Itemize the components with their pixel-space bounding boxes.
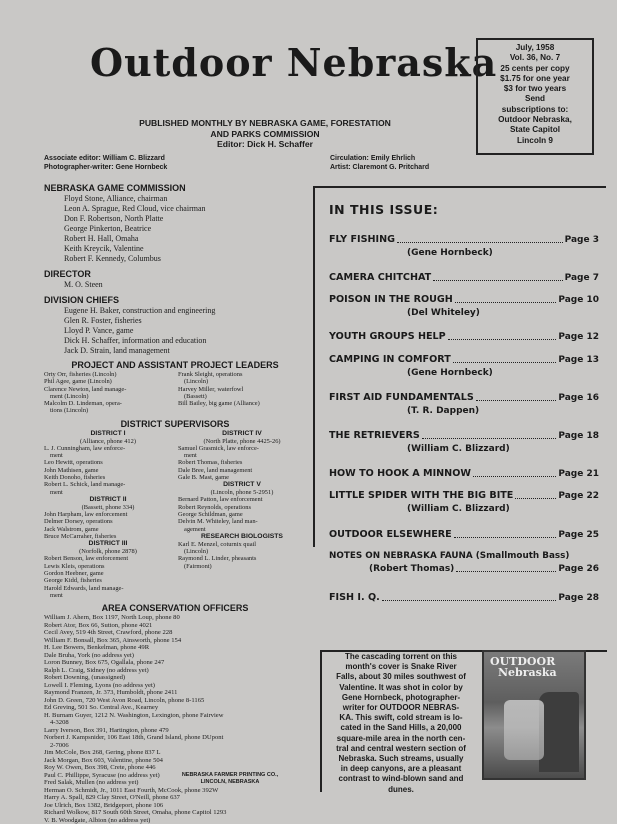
officer-entry: Loron Bunney, Box 675, Ogallala, phone 247 (44, 659, 165, 667)
staff-line: Artist: Claremont G. Pritchard (330, 164, 430, 171)
article-title: NOTES ON NEBRASKA FAUNA (Smallmouth Bass) (329, 551, 570, 561)
cover-line: in deep canyons, are a pleasant (340, 764, 462, 774)
supervisor-entry: Delmer Dorsey, operations (44, 518, 113, 526)
officer-entry: Jack Morgan, Box 603, Valentine, phone 504 (44, 756, 163, 764)
page-number: Page 13 (558, 355, 599, 365)
page-number: Page 16 (558, 393, 599, 403)
supervisor-entry: L. J. Cunningham, law enforce- (44, 444, 126, 452)
article-author: (William C. Blizzard) (407, 504, 510, 514)
cover-line: The cascading torrent on this (344, 652, 457, 661)
leader-entry: (Lincoln) (184, 378, 209, 386)
contents-entry[interactable] (329, 592, 599, 603)
commission-member: Don F. Robertson, North Platte (64, 214, 164, 223)
supervisor-entry: Robert Benson, law enforcement (44, 555, 129, 563)
staff-credits-left (44, 154, 167, 172)
officer-entry: Herman O. Schmidt, Jr., 1011 East Fourth, McCook, phone 392W (44, 786, 219, 794)
officer-entry: Robert Downing, (unassigned) (44, 674, 126, 682)
officer-entry: Larry Iverson, Box 391, Hartington, phone 479 (44, 726, 169, 734)
districts-columns (44, 430, 306, 599)
supervisor-entry: Keith Donoho, fisheries (44, 474, 106, 482)
thumbnail-title-line: OUTDOOR (490, 655, 556, 668)
publisher-line: AND PARKS COMMISSION (210, 128, 320, 139)
cover-line: square-mile area in the north cen- (336, 733, 466, 743)
commission-member: Floyd Stone, Alliance, chairman (64, 194, 168, 203)
supervisor-entry: Gordon Heebner, game (44, 569, 104, 577)
supervisor-entry: agement (184, 525, 206, 533)
article-author: (William C. Blizzard) (407, 444, 510, 454)
officer-entry: Ralph L. Craig, Sidney (no address yet) (44, 666, 149, 674)
officer-entry: H. Lee Bowers, Benkelman, phone 49R (44, 644, 150, 652)
commission-heading: NEBRASKA GAME COMMISSION (44, 183, 186, 193)
supervisor-entry: Bruce McCarraher, fisheries (44, 532, 117, 540)
issue-line: Outdoor Nebraska, (498, 115, 572, 125)
officer-entry: Dale Bruha, York (no address yet) (44, 651, 134, 659)
supervisor-entry: Leo Hewitt, operations (44, 459, 103, 467)
supervisor-entry: ment (50, 488, 63, 496)
supervisor-entry: ment (50, 591, 63, 599)
officer-entry: Roy W. Owen, Box 398, Crete, phone 446 (44, 764, 156, 772)
publisher-line: PUBLISHED MONTHLY BY NEBRASKA GAME, FORESTATION (139, 118, 391, 128)
supervisor-entry: Delvin M. Whiteley, land man- (178, 518, 258, 526)
contents-entry[interactable] (329, 354, 599, 378)
supervisor-entry: Lewis Kleis, operations (44, 562, 105, 570)
page-number: Page 3 (564, 235, 599, 245)
issue-line: State Capitol (509, 125, 561, 135)
page-number: Page 18 (558, 431, 599, 441)
page-number: Page 12 (558, 332, 599, 342)
issue-line: Vol. 36, No. 7 (509, 53, 561, 63)
page-number: Page 21 (558, 469, 599, 479)
biologist-entry: (Fairmont) (184, 562, 212, 570)
article-title: CAMPING IN COMFORT (329, 354, 451, 365)
supervisor-entry: Robert L. Schick, land manage- (44, 481, 126, 489)
supervisor-entry: John Harpham, law enforcement (44, 511, 128, 519)
biologist-entry: (Lincoln) (184, 548, 209, 556)
cover-description (327, 652, 475, 795)
contents-entry[interactable] (329, 272, 599, 283)
masthead-listing (44, 180, 306, 824)
article-title: HOW TO HOOK A MINNOW (329, 468, 471, 479)
biologist-entry: Raymond L. Linder, pheasants (178, 555, 257, 563)
article-title: FLY FISHING (329, 234, 395, 245)
supervisor-entry: Bernard Patton, law enforcement (178, 496, 263, 504)
thumbnail-rock (539, 692, 579, 772)
project-leaders-left (44, 371, 172, 415)
article-title: YOUTH GROUPS HELP (329, 331, 446, 342)
district-phone: (North Platte, phone 4425-26) (203, 437, 281, 445)
chiefs-heading: DIVISION CHIEFS (44, 295, 120, 305)
chief-entry: Eugene H. Baker, construction and engineering (64, 306, 216, 315)
supervisor-entry: Samuel Grasmick, law enforce- (178, 444, 259, 452)
supervisor-entry: George Schildman, game (178, 511, 243, 519)
supervisor-entry: Harold Edwards, land manage- (44, 584, 124, 592)
commission-member: Robert F. Kennedy, Columbus (64, 254, 161, 263)
cover-line: month's cover is Snake River (345, 662, 457, 672)
district-name: DISTRICT III (88, 540, 128, 548)
commission-member: George Pinkerton, Beatrice (64, 224, 152, 233)
article-title: FISH I. Q. (329, 592, 380, 603)
district-name: DISTRICT I (90, 429, 126, 437)
leader-entry: Clarence Newton, land manage- (44, 385, 127, 393)
leader-entry: Orty Orr, fisheries (Lincoln) (44, 371, 117, 378)
cover-line: contrast to wind-blown sand and (338, 774, 464, 784)
staff-credits-right (330, 154, 429, 172)
officer-entry: Robert Ator, Box 66, Sutton, phone 4021 (44, 621, 153, 629)
page-number: Page 7 (564, 273, 599, 283)
contents-entry[interactable] (329, 294, 599, 318)
article-title: THE RETRIEVERS (329, 430, 420, 441)
table-of-contents (313, 186, 606, 603)
officer-entry: Richard Wolkow, 817 South 60th Street, Omaha, phone Capitol 1293 (44, 809, 227, 817)
contents-entry[interactable] (329, 468, 599, 479)
printer-line: NEBRASKA FARMER PRINTING CO., (181, 772, 279, 778)
commission-member: Robert H. Hall, Omaha (64, 234, 139, 243)
article-author: (Del Whiteley) (407, 308, 480, 318)
leader-entry: (Bassett) (184, 392, 207, 400)
officer-entry: Fred Salak, Mullen (no address yet) (44, 779, 139, 787)
officer-entry: Joe Ulrich, Box 1382, Bridgeport, phone 106 (44, 801, 164, 809)
page-number: Page 26 (558, 564, 599, 574)
article-title: CAMERA CHITCHAT (329, 272, 432, 283)
cover-line: writer for OUTDOOR NEBRAS- (342, 703, 460, 713)
publisher-statement (70, 118, 460, 150)
contents-entry[interactable] (329, 234, 599, 258)
districts-right (178, 430, 306, 599)
district-name: DISTRICT IV (222, 429, 262, 437)
officer-entry: William F. Bonsall, Box 365, Ainsworth, phone 154 (44, 636, 182, 644)
officers-heading: AREA CONSERVATION OFFICERS (101, 603, 249, 614)
district-phone: (Lincoln, phone 5-2951) (210, 489, 274, 497)
officer-entry: 2-7006 (50, 741, 69, 749)
article-author: (Robert Thomas) (369, 564, 455, 574)
printer-line: LINCOLN, NEBRASKA (200, 779, 260, 785)
project-leaders-heading: PROJECT AND ASSISTANT PROJECT LEADERS (71, 360, 279, 370)
supervisor-entry: George Kidd, fisheries (44, 577, 102, 585)
staff-line: Photographer-writer: Gene Hornbeck (44, 164, 168, 171)
supervisor-entry: Jack Walstrom, game (44, 525, 99, 533)
districts-left (44, 430, 172, 599)
thumbnail-waterfall (504, 700, 544, 760)
leader-entry: Malcolm D. Lindeman, opera- (44, 400, 122, 408)
district-phone: (Norfolk, phone 2878) (79, 548, 137, 556)
article-title: FIRST AID FUNDAMENTALS (329, 392, 474, 403)
page-number: Page 10 (558, 295, 599, 305)
project-leaders-columns (44, 371, 306, 415)
supervisor-entry: Robert Reynolds, operations (178, 503, 251, 511)
contents-entry[interactable] (329, 392, 599, 416)
leader-entry: tions (Lincoln) (50, 407, 89, 415)
officers-list (44, 614, 306, 824)
issue-line: Lincoln 9 (517, 135, 553, 145)
article-title: LITTLE SPIDER WITH THE BIG BITE (329, 490, 514, 501)
district-supervisors-heading: DISTRICT SUPERVISORS (120, 418, 230, 429)
research-heading: RESEARCH BIOLOGISTS (201, 532, 283, 540)
cover-line: KA. This swift, cold stream is lo- (339, 713, 463, 723)
officer-entry: John D. Green, 720 West Avon Road, Lincoln, phone 8-1165 (44, 696, 205, 704)
cover-thumbnail (482, 650, 586, 780)
supervisor-entry: ment (50, 452, 63, 460)
issue-line: subscriptions to: (501, 104, 569, 114)
leader-entry: Frank Sleight, operations (178, 371, 243, 378)
cover-line: Nebraska. Such streams, usually (338, 754, 464, 764)
supervisor-entry: John Mathisen, game (44, 466, 99, 474)
printer-credit (130, 772, 330, 786)
contents-heading: IN THIS ISSUE: (329, 202, 439, 217)
thumbnail-title (484, 652, 584, 678)
officer-entry: Raymond Franzen, Jr. 373, Humboldt, phone 2411 (44, 689, 178, 697)
officer-entry: Lowell I. Fleming, Lyons (no address yet) (44, 681, 155, 689)
cover-line: tral and central western section of (336, 743, 466, 753)
contents-entry[interactable] (329, 551, 599, 574)
officer-entry: William J. Ahern, Box 1197, North Loup, phone 80 (44, 614, 180, 622)
contents-entry[interactable] (329, 430, 599, 454)
leader-entry: Phil Agee, game (Lincoln) (44, 378, 112, 386)
district-name: DISTRICT V (223, 481, 261, 489)
biologist-entry: Karl E. Menzel, coturnix quail (178, 540, 257, 548)
commission-member: Leon A. Sprague, Red Cloud, vice chairman (64, 204, 206, 213)
supervisor-entry: Robert Thomas, fisheries (178, 459, 243, 467)
page-number: Page 28 (558, 593, 599, 603)
cover-line: cated in the Sand Hills, a 20,000 (340, 723, 462, 733)
director-heading: DIRECTOR (44, 269, 91, 279)
commission-member: Keith Kreycik, Valentine (64, 244, 144, 253)
cover-line: Gene Hornbeck, photographer- (341, 692, 461, 702)
article-title: OUTDOOR ELSEWHERE (329, 529, 452, 540)
chief-entry: Glen R. Foster, fisheries (64, 316, 142, 325)
issue-line: Send (524, 94, 546, 104)
article-author: (Gene Hornbeck) (407, 248, 493, 258)
leader-entry: Bill Bailey, big game (Alliance) (178, 400, 260, 408)
editor-line: Editor: Dick H. Schaffer (217, 139, 313, 149)
leader-entry: ment (Lincoln) (50, 392, 89, 400)
issue-line: July, 1958 (515, 43, 555, 52)
district-name: DISTRICT II (89, 495, 127, 503)
supervisor-entry: Gale B. Mast, game (178, 474, 229, 482)
cover-line: Valentine. It was shot in color by (339, 682, 463, 692)
officer-entry: H. Burnam Guyer, 1212 N. Washington, Lexington, phone Fairview (44, 711, 224, 719)
officer-entry: Jim McCole, Box 268, Gering, phone 837 L (44, 749, 161, 757)
article-author: (Gene Hornbeck) (407, 368, 493, 378)
page-number: Page 22 (558, 491, 599, 501)
issue-info-box (476, 38, 594, 155)
page-number: Page 25 (558, 530, 599, 540)
contents-entry[interactable] (329, 529, 599, 540)
officer-entry: Norbert J. Kampsnider, 106 East 18th, Grand Island, phone DUpont (44, 734, 224, 742)
district-phone: (Alliance, phone 412) (80, 437, 136, 445)
cover-line: Falls, about 30 miles southwest of (336, 672, 466, 682)
officer-entry: Ed Greving, 501 So. Central Ave., Kearney (44, 704, 159, 712)
thumbnail-title-line: Nebraska (498, 666, 557, 679)
staff-line: Associate editor: William C. Blizzard (44, 155, 165, 162)
officer-entry: Cecil Avey, 519 4th Street, Crawford, phone 228 (44, 629, 173, 637)
officer-entry: V. B. Woodgate, Albion (no address yet) (44, 816, 151, 824)
issue-line: 25 cents per copy (500, 63, 570, 73)
issue-line: $3 for two years (503, 84, 567, 94)
district-phone: (Bassett, phone 334) (81, 503, 135, 511)
cover-line: dunes. (388, 784, 414, 794)
article-author: (T. R. Dappen) (407, 406, 480, 416)
project-leaders-right (178, 371, 306, 415)
chief-entry: Dick H. Schaffer, information and education (64, 336, 207, 345)
chief-entry: Jack D. Strain, land management (64, 346, 170, 355)
article-title: POISON IN THE ROUGH (329, 294, 453, 305)
officer-entry: Harry A. Spall, 829 Clay Street, O'Neill, phone 637 (44, 794, 180, 802)
issue-line: $1.75 for one year (500, 73, 570, 83)
officer-entry: Paul C. Phillippe, Syracuse (no address yet) (44, 771, 160, 779)
leader-entry: Harvey Miller, waterfowl (178, 385, 244, 393)
supervisor-entry: Dale Bree, land management (178, 466, 253, 474)
director-name: M. O. Steen (64, 280, 103, 289)
staff-line: Circulation: Emily Ehrlich (330, 155, 416, 162)
chief-entry: Lloyd P. Vance, game (64, 326, 134, 335)
supervisor-entry: ment (184, 452, 197, 460)
officer-entry: 4-3208 (50, 719, 69, 727)
contents-entry[interactable] (329, 490, 599, 514)
masthead-title: Outdoor Nebraska (90, 40, 498, 85)
contents-entry[interactable] (329, 331, 599, 342)
